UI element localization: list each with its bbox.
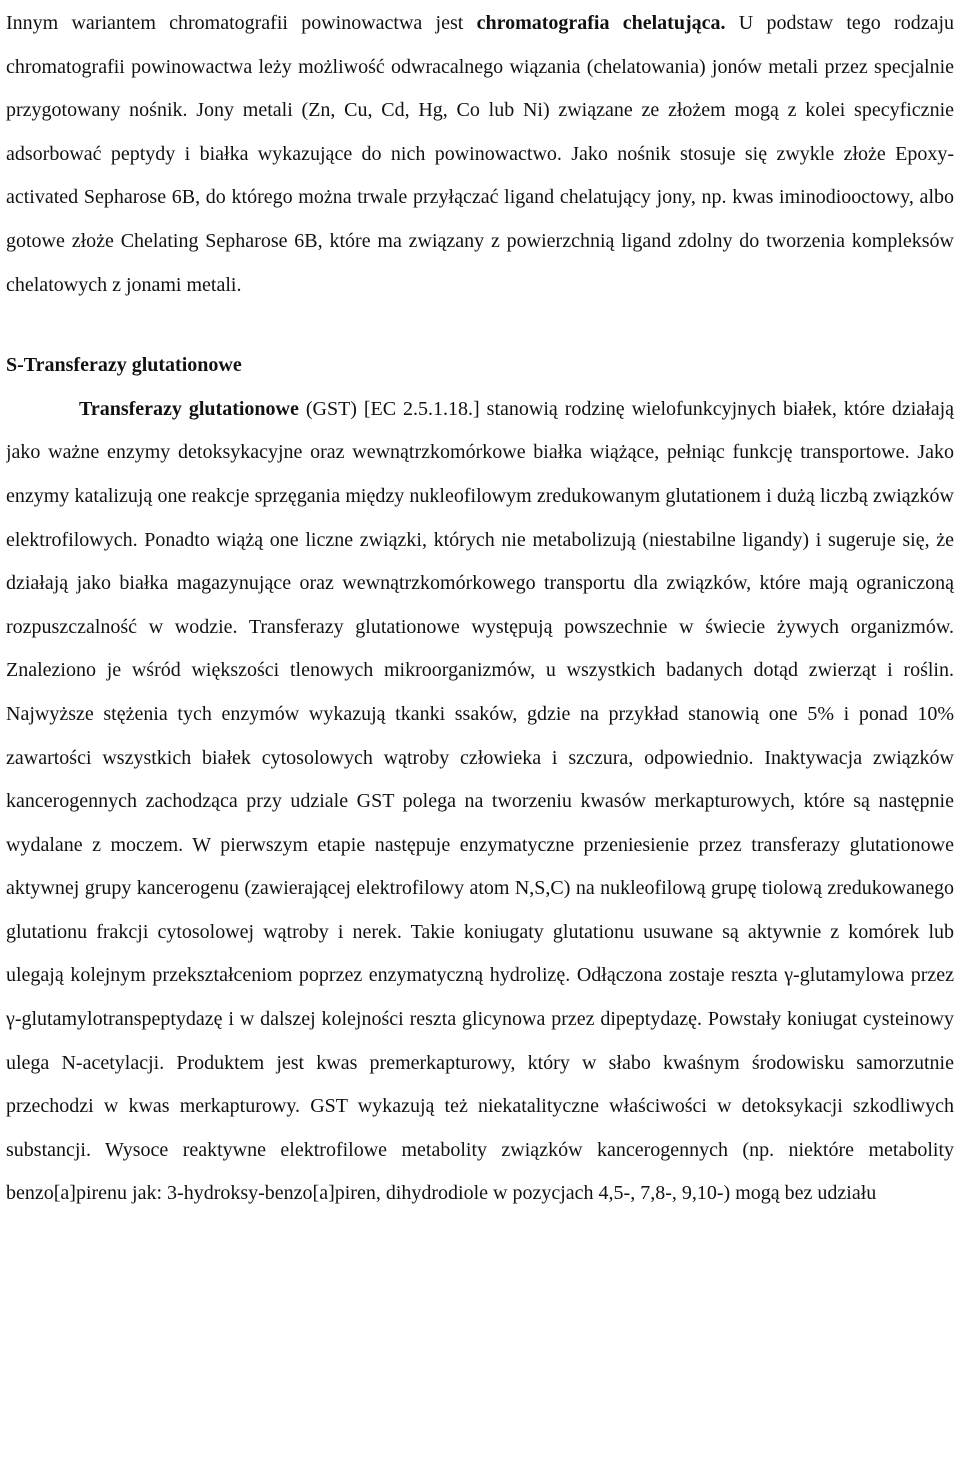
term-chelating-chromatography: chromatografia chelatująca. (476, 12, 726, 34)
term-glutathione-transferases: Transferazy glutationowe (79, 397, 299, 420)
paragraph1-text-start: Innym wariantem chromatografii powinowactwa jest (6, 12, 477, 34)
paragraph1-text-rest: U podstaw tego rodzaju chromatografii powinowactwa leży możliwość odwracalnego wiązania (chelatowania) jonów metali przez specjalnie przygotowany nośnik. Jony metali (Zn, Cu, Cd, Hg, Co lub Ni) związane ze złożem mogą z kolei specyficznie adsorbować peptydy i białka wykazujące do nich powinowactwo. Jako nośnik stosuje się zwykle złoże Epoxy-activated Sepharose 6B, do którego można trwale przyłączać ligand chelatujący jony, np. kwas iminodiooctowy, albo gotowe złoże Chelating Sepharose 6B, które ma związany z powierzchnią ligand zdolny do tworzenia kompleksów chelatowych z jonami metali. (6, 12, 954, 296)
paragraph-glutathione-transferases (6, 388, 954, 1216)
document-page (6, 0, 954, 1464)
paragraph-chelating-chromatography (6, 0, 954, 307)
section-spacer (6, 307, 954, 344)
paragraph2-text: (GST) [EC 2.5.1.18.] stanowią rodzinę wielofunkcyjnych białek, które działają jako ważne enzymy detoksykacyjne oraz wewnątrzkomórkowe białka wiążące, pełniąc funkcję transportowe. Jako enzymy katalizują one reakcje sprzęgania między nukleofilowym zredukowanym glutationem i dużą liczbą związków elektrofilowych. Ponadto wiążą one liczne związki, których nie metabolizują (niestabilne ligandy) i sugeruje się, że działają jako białka magazynujące oraz wewnątrzkomórkowego transportu dla związków, które mają ograniczoną rozpuszczalność w wodzie. Transferazy glutationowe występują powszechnie w świecie żywych organizmów. Znaleziono je wśród większości tlenowych mikroorganizmów, u wszystkich badanych dotąd zwierząt i roślin. Najwyższe stężenia tych enzymów wykazują tkanki ssaków, gdzie na przykład stanowią one 5% i ponad 10% zawartości wszystkich białek cytosolowych wątroby człowieka i szczura, odpowiednio. Inaktywacja związków kancerogennych zachodząca przy udziale GST polega na tworzeniu kwasów merkapturowych, które są następnie wydalane z moczem. W pierwszym etapie następuje enzymatyczne przeniesienie przez transferazy glutationowe aktywnej grupy kancerogenu (zawierającej elektrofilowy atom N,S,C) na nukleofilową grupę tiolową zredukowanego glutationu frakcji cytosolowej wątroby i nerek. Takie koniugaty glutationu usuwane są aktywnie z komórek lub ulegają kolejnym przekształceniom poprzez enzymatyczną hydrolizę. Odłączona zostaje reszta γ-glutamylowa przez γ-glutamylotranspeptydazę i w dalszej kolejności reszta glicynowa przez dipeptydazę. Powstały koniugat cysteinowy ulega N-acetylacji. Produktem jest kwas premerkapturowy, który w słabo kwaśnym środowisku samorzutnie przechodzi w kwas merkapturowy. GST wykazują też niekatalityczne właściwości w detoksykacji szkodliwych substancji. Wysoce reaktywne elektrofilowe metabolity związków kancerogennych (np. niektóre metabolity benzo[a]pirenu jak: 3-hydroksy-benzo[a]piren, dihydrodiole w pozycjach 4,5-, 7,8-, 9,10-) mogą bez udziału (6, 397, 954, 1205)
section-heading: S-Transferazy glutationowe (6, 354, 242, 377)
